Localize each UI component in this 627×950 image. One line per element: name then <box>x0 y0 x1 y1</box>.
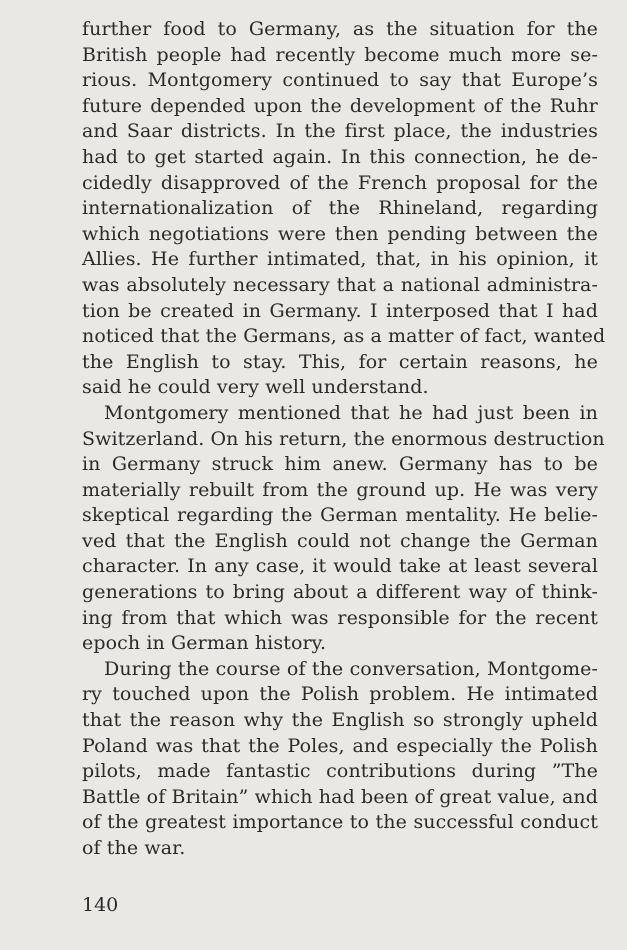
text-line: Allies. He further intimated, that, in his opinion, it <box>82 248 598 271</box>
text-line: ved that the English could not change the German <box>82 529 598 552</box>
text-line: epoch in German history. <box>82 632 327 655</box>
text-line: which negotiations were then pending between the <box>82 222 598 245</box>
text-line: During the course of the conversation, Montgome- <box>104 657 598 680</box>
text-line: had to get started again. In this connection, he de- <box>82 145 598 168</box>
text-line: tion be created in Germany. I interposed that I had <box>82 299 598 322</box>
body-text <box>82 17 606 862</box>
text-line: that the reason why the English so strongly upheld <box>82 709 598 732</box>
text-line: British people had recently become much more se- <box>82 43 598 66</box>
text-line: pilots, made fantastic contributions during ”The <box>82 760 598 783</box>
text-line: Montgomery mentioned that he had just been in <box>104 401 598 424</box>
page-number: 140 <box>82 894 119 916</box>
text-line: Poland was that the Poles, and especially the Polish <box>82 734 598 757</box>
text-line: of the war. <box>82 837 186 859</box>
text-line: said he could very well understand. <box>82 376 429 399</box>
text-line: cidedly disapproved of the French proposal for the <box>82 171 598 194</box>
text-line: internationalization of the Rhineland, regarding <box>82 197 598 220</box>
text-line: rious. Montgomery continued to say that Europe’s <box>82 69 598 92</box>
text-line: further food to Germany, as the situation for the <box>82 18 598 40</box>
text-line: future depended upon the development of the Ruhr <box>82 94 598 117</box>
text-line: and Saar districts. In the first place, the industries <box>82 120 598 143</box>
text-line: ing from that which was responsible for the recent <box>82 606 598 629</box>
text-line: Switzerland. On his return, the enormous destruction <box>82 427 605 450</box>
text-line: was absolutely necessary that a national administra- <box>82 273 598 296</box>
text-line: generations to bring about a different way of think- <box>82 581 598 604</box>
text-line: in Germany struck him anew. Germany has to be <box>82 453 598 476</box>
text-line: skeptical regarding the German mentality. He belie- <box>82 504 598 527</box>
text-line: Battle of Britain” which had been of great value, and <box>82 785 598 808</box>
text-line: of the greatest importance to the successful conduct <box>82 811 598 834</box>
text-line: ry touched upon the Polish problem. He intimated <box>82 683 598 706</box>
text-line: noticed that the Germans, as a matter of fact, wanted <box>82 325 606 348</box>
text-line: materially rebuilt from the ground up. He was very <box>82 478 598 501</box>
text-line: the English to stay. This, for certain reasons, he <box>82 350 598 373</box>
text-line: character. In any case, it would take at least several <box>82 555 598 578</box>
